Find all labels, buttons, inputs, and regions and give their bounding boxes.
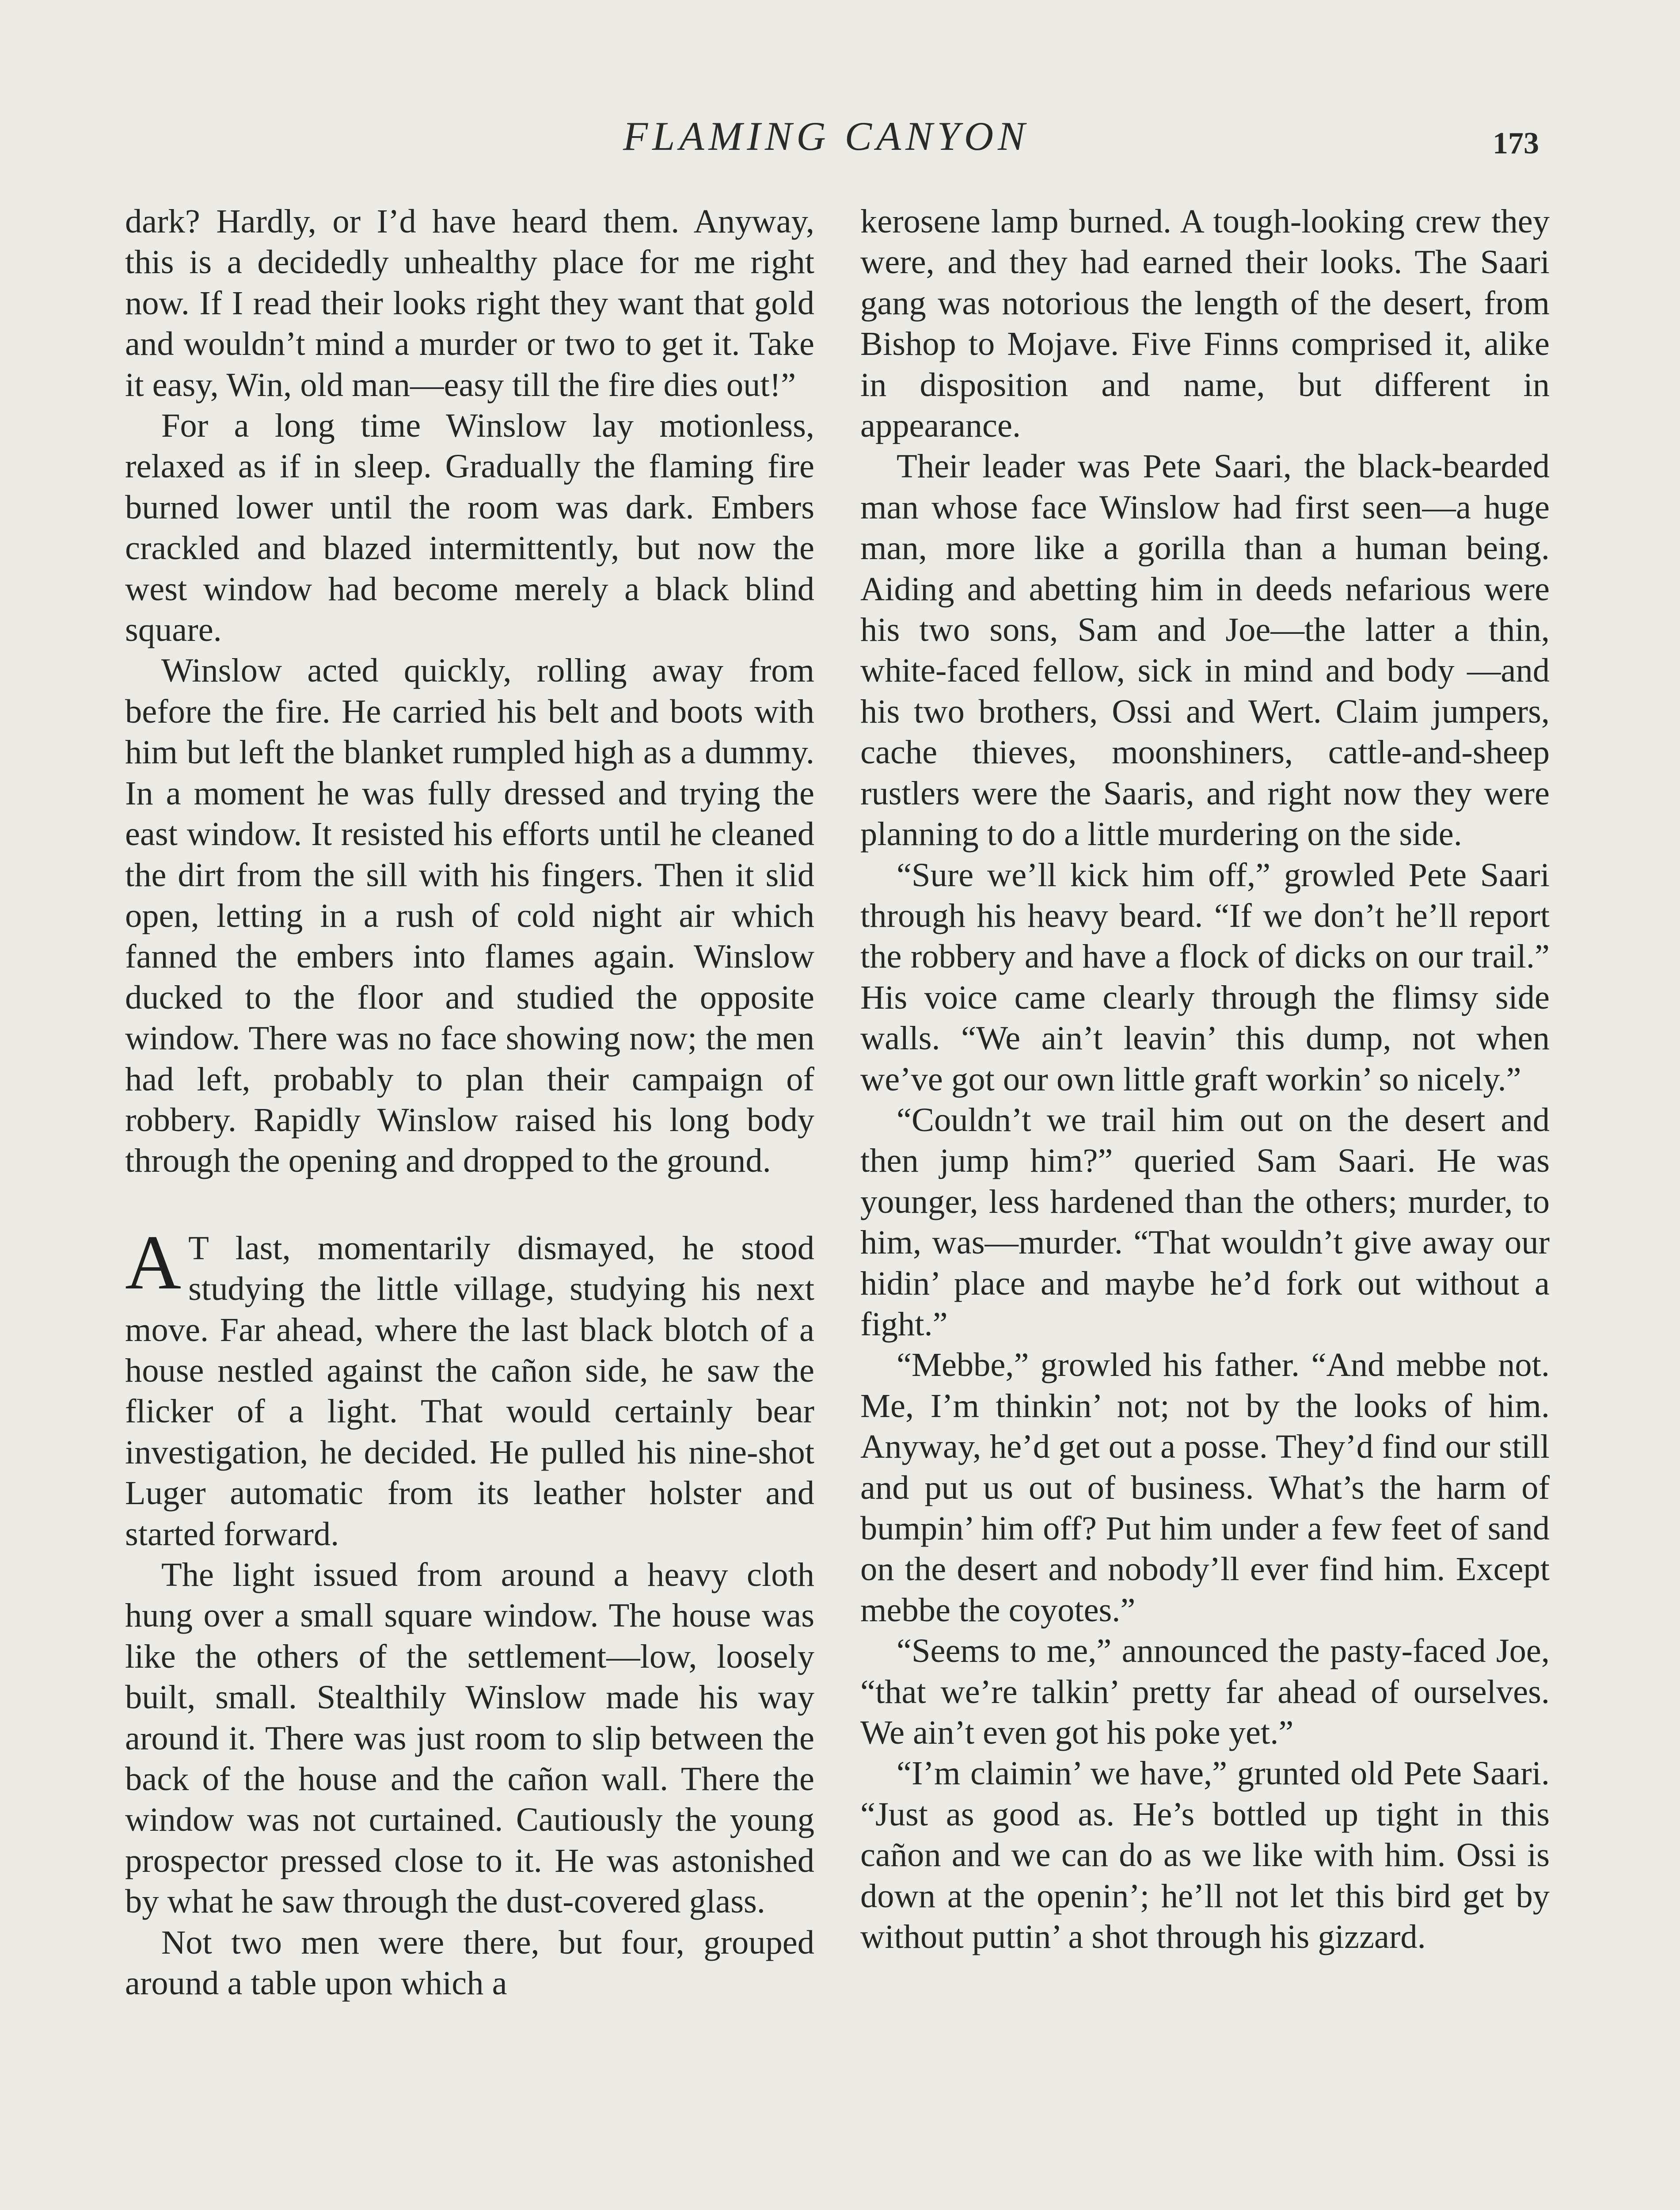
left-column <box>125 201 814 2004</box>
section-break <box>125 1181 814 1228</box>
paragraph: dark? Hardly, or I’d have heard them. Anyway, this is a decidedly unhealthy place for me right now. If I read their looks right they want that gold and wouldn’t mind a murder or two to get it. Take it easy, Win, old man—easy till the fire dies out!” <box>125 202 814 404</box>
paragraph: Winslow acted quickly, rolling away from before the fire. He carried his belt and boots with him but left the blanket rumpled high as a dummy. In a moment he was fully dressed and trying the east window. It resisted his efforts until he cleaned the dirt from the sill with his fingers. Then it slid open, letting in a rush of cold night air which fanned the embers into flames again. Winslow ducked to the floor and studied the opposite window. There was no face showing now; the men had left, probably to plan their campaign of robbery. Rapidly Winslow raised his long body through the opening and dropped to the ground. <box>125 652 814 1180</box>
right-column <box>860 201 1550 1957</box>
paragraph: Not two men were there, but four, grouped around a table upon which a <box>125 1923 814 2002</box>
paragraph: “Couldn’t we trail him out on the desert and then jump him?” queried Sam Saari. He was younger, less hardened than the others; murder, to him, was—murder. “That wouldn’t give away our hidin’ place and maybe he’d fork out without a fight.” <box>860 1101 1550 1343</box>
paragraph: “I’m claimin’ we have,” grunted old Pete Saari. “Just as good as. He’s bottled up tight in this cañon and we can do as we like with him. Ossi is down at the openin’; he’ll not let this bird get by without puttin’ a shot through his gizzard. <box>860 1754 1550 1956</box>
paragraph: “Seems to me,” announced the pasty-faced Joe, “that we’re talkin’ pretty far ahead of ourselves. We ain’t even got his poke yet.” <box>860 1632 1550 1752</box>
paragraph: For a long time Winslow lay motionless, relaxed as if in sleep. Gradually the flaming fire burned lower until the room was dark. Embers crackled and blazed intermittently, but now the west window had become merely a black blind square. <box>125 407 814 649</box>
paragraph: “Mebbe,” growled his father. “And mebbe not. Me, I’m thinkin’ not; not by the looks of him. Anyway, he’d get out a posse. They’d find our still and put us out of business. What’s the harm of bumpin’ him off? Put him under a few feet of sand on the desert and nobody’ll ever find him. Except mebbe the coyotes.” <box>860 1346 1550 1629</box>
paragraph: The light issued from around a heavy cloth hung over a small square window. The house was like the others of the settlement—low, loosely built, small. Stealthily Winslow made his way around it. There was just room to slip between the back of the house and the cañon wall. There the window was not curtained. Cautiously the young prospector pressed close to it. He was astonished by what he saw through the dust-covered glass. <box>125 1556 814 1920</box>
running-title: FLAMING CANYON <box>623 114 1030 159</box>
drop-cap: A <box>125 1219 182 1306</box>
paragraph: kerosene lamp burned. A tough-looking crew they were, and they had earned their looks. The Saari gang was notorious the length of the desert, from Bishop to Mojave. Five Finns comprised it, alike in disposition and name, but different in appearance. <box>860 202 1550 445</box>
paragraph: Their leader was Pete Saari, the black-bearded man whose face Winslow had first seen—a huge man, more like a gorilla than a human being. Aiding and abetting him in deeds nefarious were his two sons, Sam and Joe—the latter a thin, white-faced fellow, sick in mind and body —and his two brothers, Ossi and Wert. Claim jumpers, cache thieves, moonshiners, cattle-and-sheep rustlers were the Saaris, and right now they were planning to do a little murdering on the side. <box>860 447 1550 853</box>
paragraph <box>125 1219 814 1555</box>
paragraph: “Sure we’ll kick him off,” growled Pete Saari through his heavy beard. “If we don’t he’ll report the robbery and have a flock of dicks on our trail.” His voice came clearly through the flimsy side walls. “We ain’t leavin’ this dump, not when we’ve got our own little graft workin’ so nicely.” <box>860 856 1550 1098</box>
paragraph-text: T last, momentarily dismayed, he stood studying the little village, studying his next move. Far ahead, where the last black blotch of a house nestled against the cañon side, he saw the flicker of a light. That would certainly bear investigation, he decided. He pulled his nine-shot Luger automatic from its leather holster and started forward. <box>125 1229 814 1553</box>
page-number: 173 <box>1493 126 1539 160</box>
